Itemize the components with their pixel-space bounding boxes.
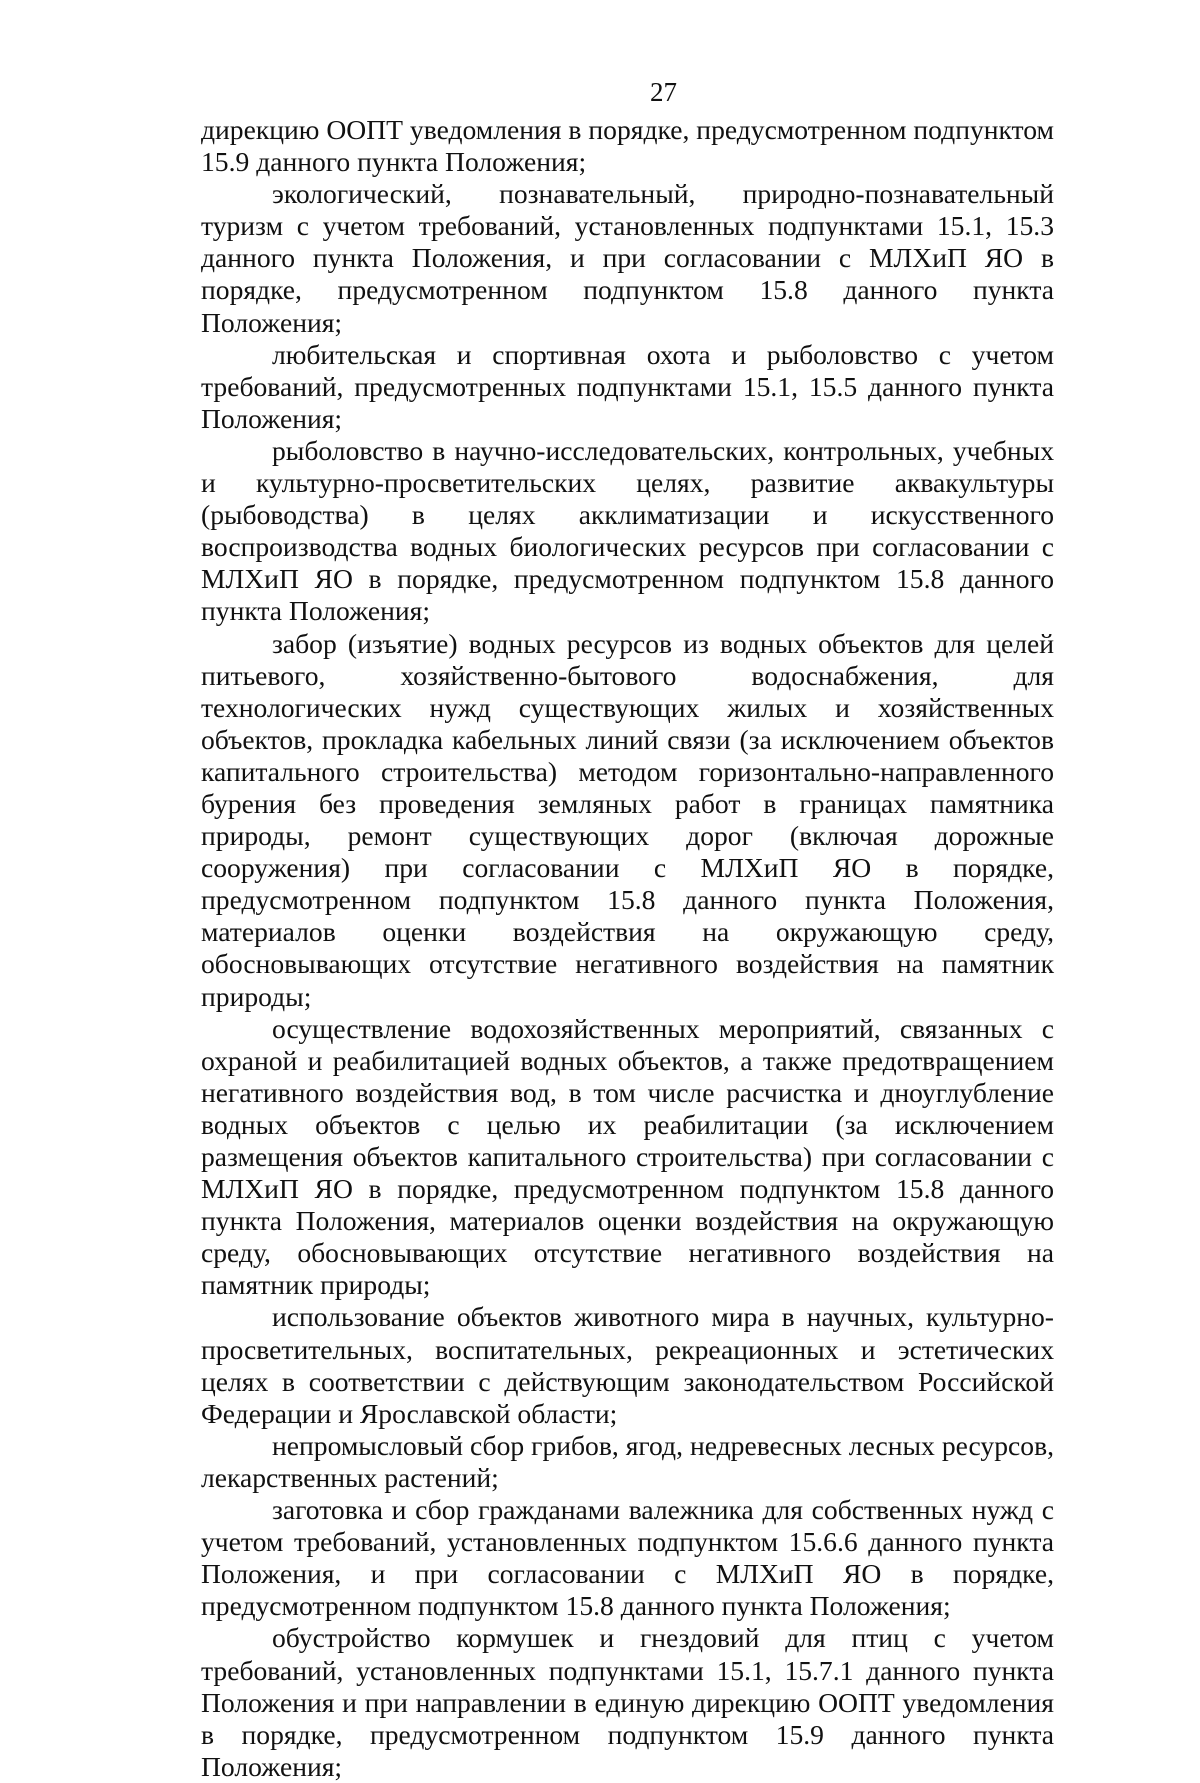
paragraph: использование объектов животного мира в научных, культурно-просветительных, воспитательных, рекреационных и эстетических целях в соответствии с действующим законодательством Российской Федерации и Ярославской области; xyxy=(201,1301,1054,1429)
paragraph: обустройство кормушек и гнездовий для птиц с учетом требований, установленных подпунктами 15.1, 15.7.1 данного пункта Положения и при направлении в единую дирекцию ООПТ уведомления в порядке, предусмотренном подпунктом 15.9 данного пункта Положения; xyxy=(201,1622,1054,1782)
paragraph: забор (изъятие) водных ресурсов из водных объектов для целей питьевого, хозяйственно-бытового водоснабжения, для технологических нужд существующих жилых и хозяйственных объектов, прокладка кабельных линий связи (за исключением объектов капитального строительства) методом горизонтально-направленного бурения без проведения земляных работ в границах памятника природы, ремонт существующих дорог (включая дорожные сооружения) при согласовании с МЛХиП ЯО в порядке, предусмотренном подпунктом 15.8 данного пункта Положения, материалов оценки воздействия на окружающую среду, обосновывающих отсутствие негативного воздействия на памятник природы; xyxy=(201,627,1054,1012)
paragraph: осуществление водохозяйственных мероприятий, связанных с охраной и реабилитацией водных объектов, а также предотвращением негативного воздействия вод, в том числе расчистка и дноуглубление водных объектов с целью их реабилитации (за исключением размещения объектов капитального строительства) при согласовании с МЛХиП ЯО в порядке, предусмотренном подпунктом 15.8 данного пункта Положения, материалов оценки воздействия на окружающую среду, обосновывающих отсутствие негативного воздействия на памятник природы; xyxy=(201,1012,1054,1301)
document-body xyxy=(201,114,1054,1783)
paragraph: рыболовство в научно-исследовательских, контрольных, учебных и культурно-просветительских целях, развитие аквакультуры (рыбоводства) в целях акклиматизации и искусственного воспроизводства водных биологических ресурсов при согласовании с МЛХиП ЯО в порядке, предусмотренном подпунктом 15.8 данного пункта Положения; xyxy=(201,434,1054,627)
page-number: 27 xyxy=(650,77,677,107)
paragraph: любительская и спортивная охота и рыболовство с учетом требований, предусмотренных подпунктами 15.1, 15.5 данного пункта Положения; xyxy=(201,338,1054,434)
paragraph: заготовка и сбор гражданами валежника для собственных нужд с учетом требований, установленных подпунктом 15.6.6 данного пункта Положения, и при согласовании с МЛХиП ЯО в порядке, предусмотренном подпунктом 15.8 данного пункта Положения; xyxy=(201,1494,1054,1622)
paragraph: непромысловый сбор грибов, ягод, недревесных лесных ресурсов, лекарственных растений; xyxy=(201,1429,1054,1493)
paragraph: дирекцию ООПТ уведомления в порядке, предусмотренном подпунктом 15.9 данного пункта Положения; xyxy=(201,114,1054,178)
paragraph: экологический, познавательный, природно-познавательный туризм с учетом требований, установленных подпунктами 15.1, 15.3 данного пункта Положения, и при согласовании с МЛХиП ЯО в порядке, предусмотренном подпунктом 15.8 данного пункта Положения; xyxy=(201,178,1054,338)
